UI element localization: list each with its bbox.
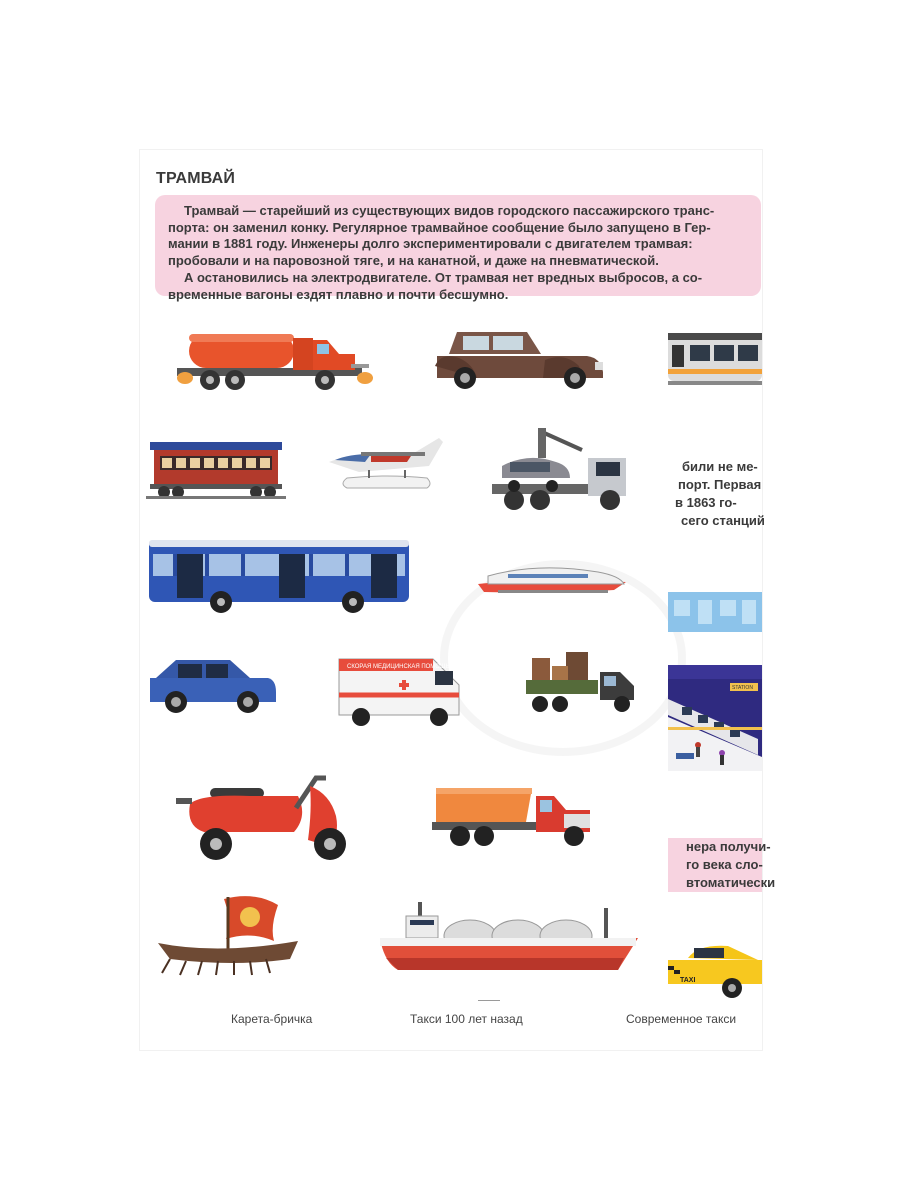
taxi-label: TAXI: [680, 977, 696, 984]
tow-truck-icon: [492, 428, 634, 518]
dump-truck-icon: [430, 784, 598, 850]
station-sign: STATION: [732, 685, 753, 691]
old-tram-icon: [146, 440, 286, 502]
scooter-icon: [176, 768, 362, 864]
info-line: Трамвай — старейший из существующих видов городского пассажирского транс-: [184, 203, 715, 218]
metro-text-line: порт. Первая: [678, 477, 762, 492]
info-line: А остановились на электродвигателе. От трамвая нет вредных выбросов, а со-: [184, 269, 703, 285]
metro-text-line: били не ме-: [682, 459, 758, 474]
info-line: мании в 1881 году. Инженеры долго экспериментировали с двигателем трамвая:: [168, 236, 693, 252]
caption-old-taxi: Такси 100 лет назад: [410, 1012, 523, 1026]
info-line: пробовали и на паровозной тяге, и на канатной, и даже на пневматической.: [168, 253, 659, 269]
caption-divider: [478, 1000, 500, 1001]
metro-text-line: сего станций: [681, 513, 765, 528]
info-line: порта: он заменил конку. Регулярное трамвайное сообщение было запущено в Гер-: [168, 219, 711, 235]
ambulance-label: СКОРАЯ МЕДИЦИНСКАЯ ПОМОЩЬ: [347, 664, 450, 670]
hydrofoil-icon: [478, 564, 628, 600]
ambulance-icon: [335, 657, 467, 727]
retro-car-icon: [435, 326, 605, 394]
seaplane-icon: [325, 436, 447, 494]
modern-tram-icon: [668, 333, 762, 385]
info-line: временные вагоны ездят плавно и почти бесшумно.: [168, 286, 509, 302]
taxi-text-line: втоматически: [686, 875, 776, 890]
galley-ship-icon: [158, 893, 300, 975]
cargo-truck-icon: [522, 652, 640, 716]
metro-station-icon: [668, 665, 762, 771]
metro-text-line: в 1863 го-: [675, 495, 737, 510]
taxi-text-line: го века сло-: [686, 857, 763, 872]
taxi-text-line: нера получи-: [686, 839, 771, 854]
suv-icon: [148, 656, 278, 714]
metro-car-icon: [668, 592, 762, 632]
city-bus-icon: [149, 540, 411, 612]
tanker-ship-icon: [378, 886, 642, 976]
taxi-icon: [668, 942, 762, 1000]
caption-carriage: Карета-бричка: [231, 1012, 313, 1026]
section-title: ТРАМВАЙ: [156, 170, 236, 187]
caption-modern-taxi: Современное такси: [626, 1012, 737, 1026]
tanker-truck-icon: [175, 328, 375, 396]
info-text: [168, 203, 754, 303]
